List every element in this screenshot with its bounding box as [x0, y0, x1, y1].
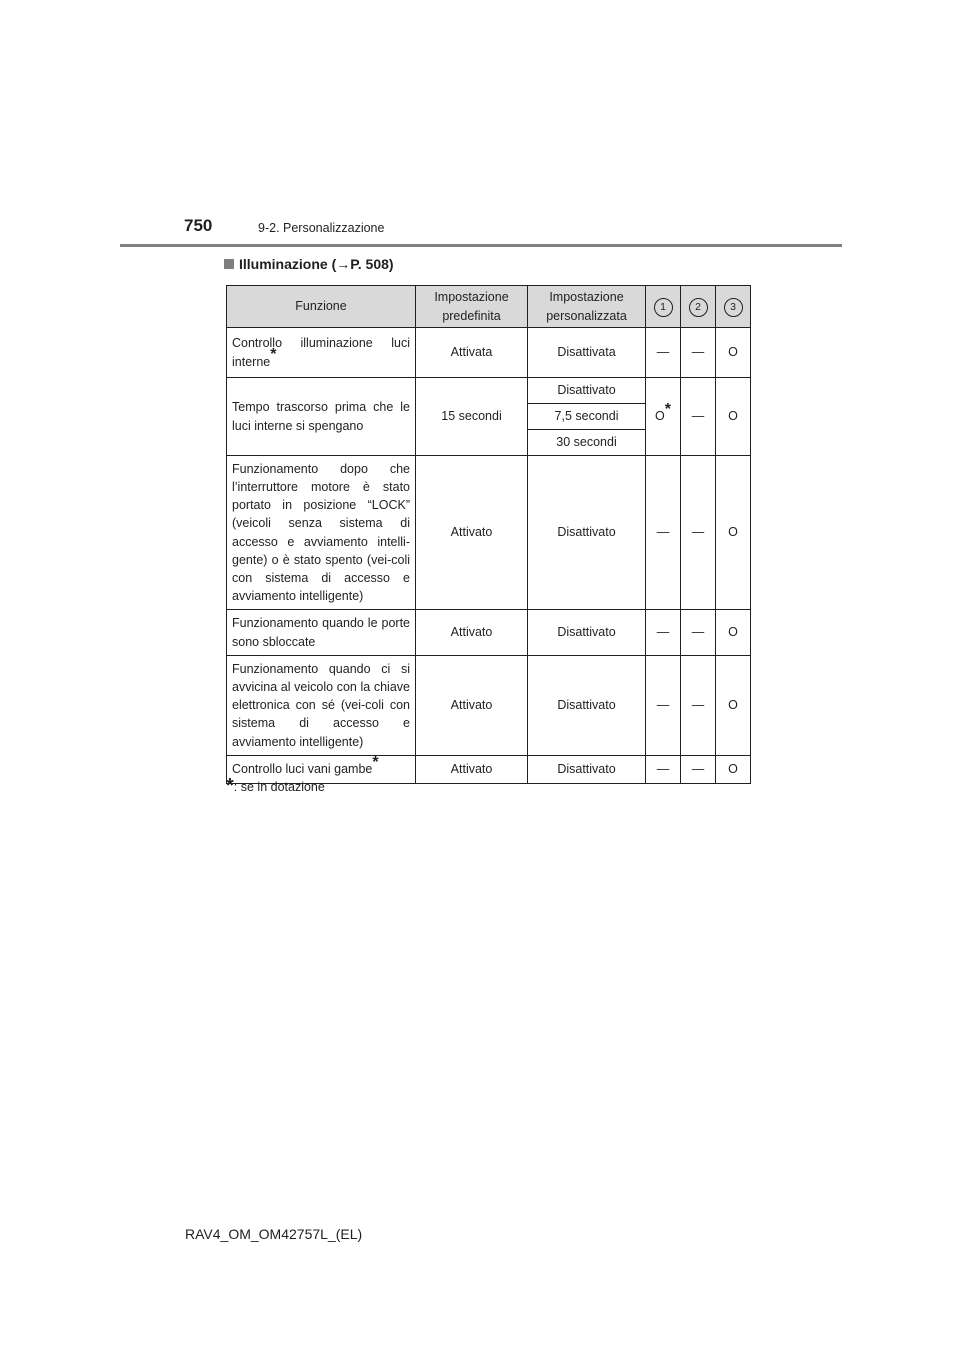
row-default-cell: Attivato: [416, 456, 528, 610]
row-col2-cell: —: [681, 456, 716, 610]
circle-1-icon: 1: [654, 298, 673, 317]
table-row: [227, 378, 751, 404]
header-col2: [681, 286, 716, 328]
arrow-right-icon: →: [336, 256, 351, 272]
table-header-row: [227, 286, 751, 328]
row-col2-cell: —: [681, 656, 716, 756]
row-function-cell: Tempo trascorso prima che le luci interne si spengano: [227, 378, 416, 456]
row-col1-cell: —: [646, 656, 681, 756]
footer-document-code: RAV4_OM_OM42757L_(EL): [185, 1226, 363, 1242]
row-custom-cell: Disattivato: [528, 755, 646, 783]
table-row: [227, 656, 751, 756]
row-col2-cell: —: [681, 328, 716, 378]
row-col3-cell: O: [716, 656, 751, 756]
page-reference-link[interactable]: P. 508): [350, 256, 394, 272]
header-default: Impostazione predefinita: [416, 286, 528, 328]
row-default-cell: Attivato: [416, 755, 528, 783]
row-col3-cell: O: [716, 755, 751, 783]
row-custom-option-cell: Disattivato: [528, 378, 646, 404]
row-default-cell: 15 secondi: [416, 378, 528, 456]
row-custom-cell: Disattivato: [528, 610, 646, 656]
row-col3-cell: O: [716, 610, 751, 656]
table-row: [227, 610, 751, 656]
row-function-cell: Controllo luci vani gambe*: [227, 755, 416, 783]
section-header: 9-2. Personalizzazione: [258, 221, 385, 235]
settings-table: [226, 285, 751, 784]
row-col3-cell: O: [716, 456, 751, 610]
header-rule: [120, 244, 842, 247]
row-col3-cell: O: [716, 328, 751, 378]
row-function-cell: Funzionamento dopo che l’interruttore motore è stato portato in posizione “LOCK” (veicoli senza sistema di accesso e avviamento intelli-gente) o è stato spento (vei-coli con sistema di accesso e avviamento intelligente): [227, 456, 416, 610]
row-col1-cell: —: [646, 755, 681, 783]
row-custom-cell: Disattivato: [528, 456, 646, 610]
row-custom-option-cell: 30 secondi: [528, 430, 646, 456]
row-custom-option-cell: 7,5 secondi: [528, 404, 646, 430]
header-col3: [716, 286, 751, 328]
row-function-cell: Funzionamento quando ci si avvicina al veicolo con la chiave elettronica con sé (vei-coli con sistema di accesso e avviamento intelligente): [227, 656, 416, 756]
header-custom: Impostazione personalizzata: [528, 286, 646, 328]
row-default-cell: Attivato: [416, 656, 528, 756]
row-col2-cell: —: [681, 378, 716, 456]
row-col1-cell: —: [646, 610, 681, 656]
row-custom-cell: Disattivato: [528, 656, 646, 756]
header-col1: [646, 286, 681, 328]
page-number: 750: [184, 216, 213, 235]
circle-2-icon: 2: [689, 298, 708, 317]
row-col1-cell: —: [646, 328, 681, 378]
table-row: [227, 755, 751, 783]
table-row: [227, 456, 751, 610]
row-default-cell: Attivata: [416, 328, 528, 378]
row-function-cell: Funzionamento quando le porte sono sbloccate: [227, 610, 416, 656]
footnote-star-icon: *: [270, 346, 277, 364]
footnote-star-icon: *: [226, 775, 234, 797]
footnote: [226, 775, 325, 797]
row-custom-cell: Disattivata: [528, 328, 646, 378]
sub-heading-title: Illuminazione (: [239, 256, 337, 272]
row-col1-cell: —: [646, 456, 681, 610]
footnote-text: : se in dotazione: [233, 780, 325, 794]
footnote-star-icon: *: [372, 753, 379, 771]
sub-heading: [224, 256, 394, 272]
circle-3-icon: 3: [724, 298, 743, 317]
row-col2-cell: —: [681, 610, 716, 656]
row-default-cell: Attivato: [416, 610, 528, 656]
row-function-cell: Controllo illuminazione luci interne*: [227, 328, 416, 378]
square-bullet-icon: [224, 259, 234, 269]
header-function: Funzione: [227, 286, 416, 328]
row-col3-cell: O: [716, 378, 751, 456]
row-col2-cell: —: [681, 755, 716, 783]
footnote-star-icon: *: [664, 401, 671, 419]
table-row: [227, 328, 751, 378]
row-col1-cell: O*: [646, 378, 681, 456]
